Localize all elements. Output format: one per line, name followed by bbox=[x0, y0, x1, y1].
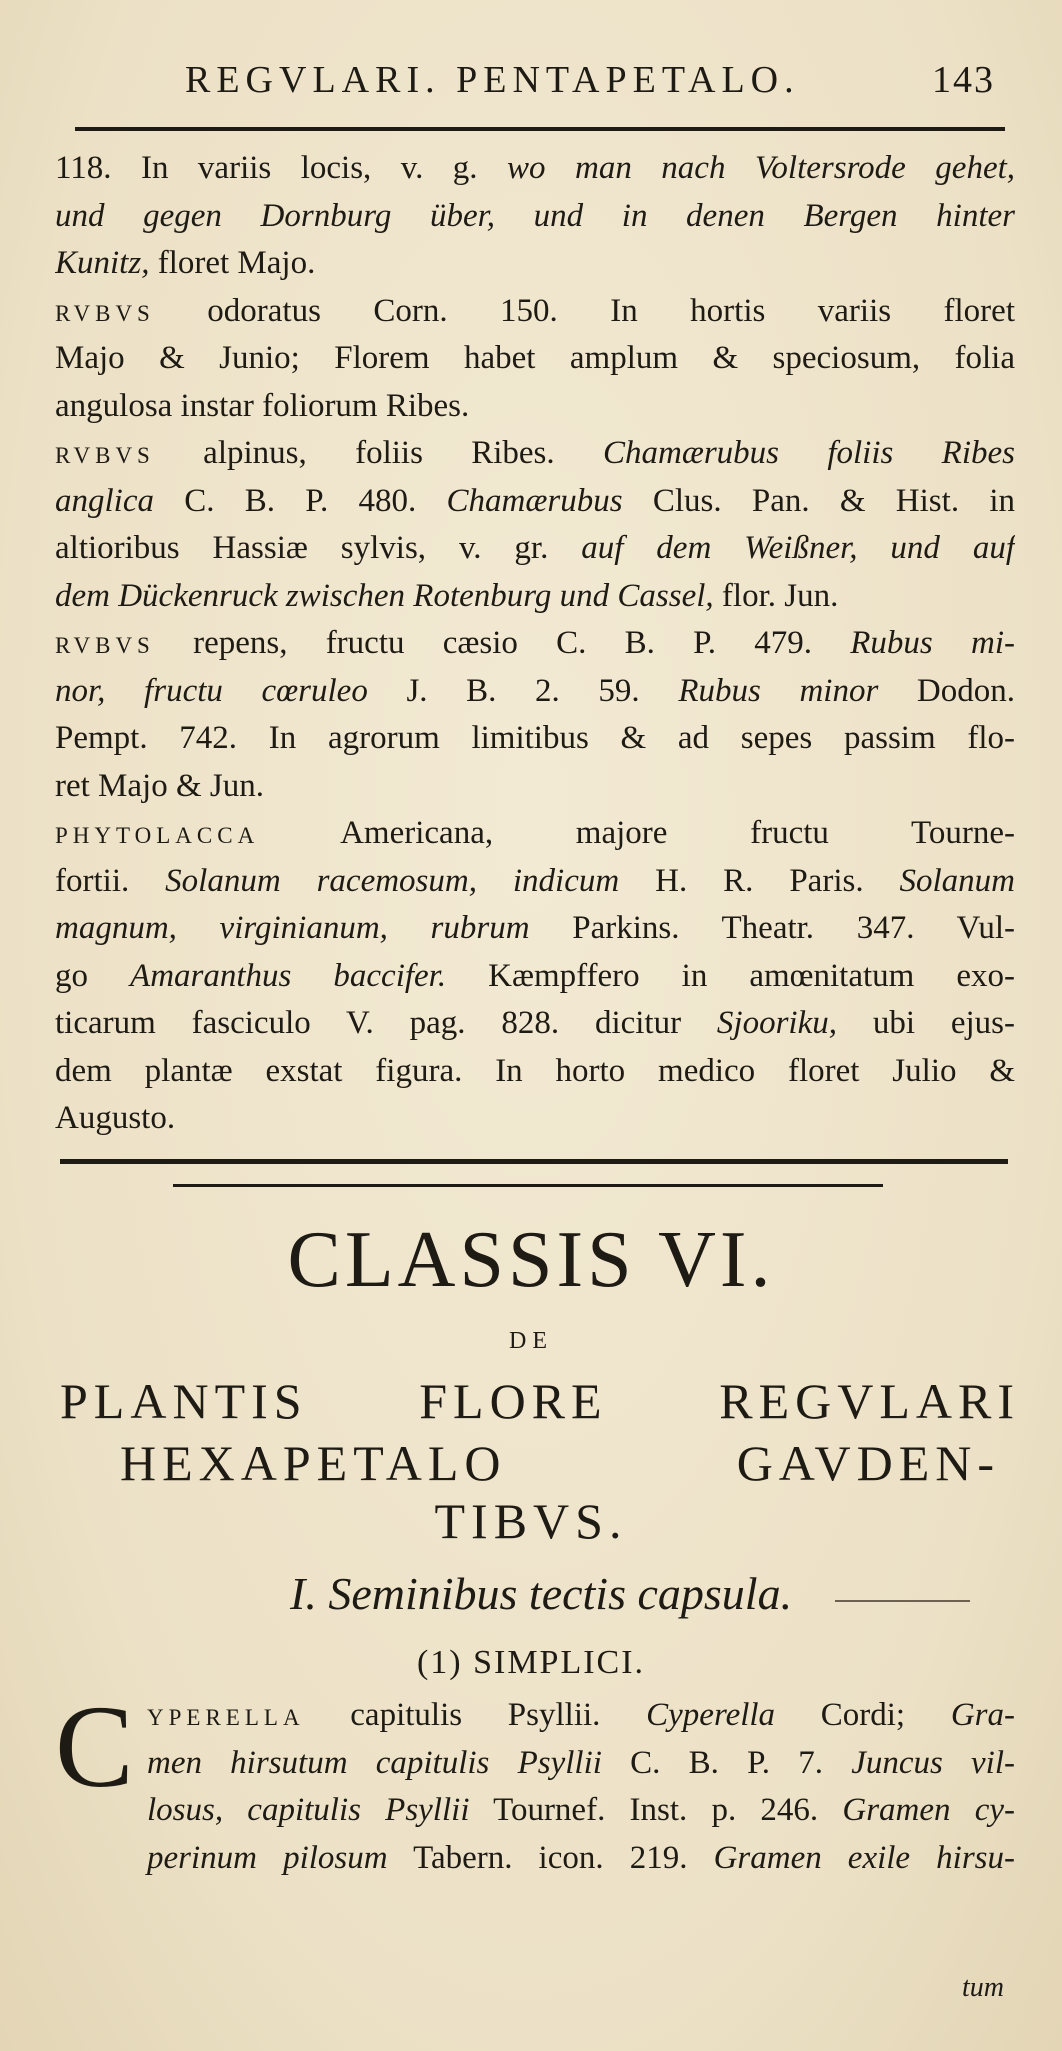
italic-segment: auf dem Weißner, und auf bbox=[581, 530, 1015, 566]
italic-segment: Sjooriku, bbox=[716, 1005, 837, 1041]
text-segment: Augusto. bbox=[55, 1100, 176, 1136]
italic-segment: nor, fructu cœruleo bbox=[55, 672, 368, 709]
class-heading-line-1: PLANTIS FLORE REGVLARI bbox=[60, 1373, 1020, 1429]
text-line bbox=[55, 1740, 1015, 1788]
text-segment: Pempt. 742. In agrorum limitibus & ad sepes passim flo- bbox=[55, 720, 1015, 756]
italic-segment: Chamærubus foliis Ribes bbox=[602, 435, 1015, 471]
class-heading-line-2: HEXAPETALO GAVDEN- bbox=[120, 1435, 1000, 1491]
running-title: REGVLARI. PENTAPETALO. bbox=[185, 59, 800, 101]
italic-segment: men hirsutum capitulis Psyllii bbox=[147, 1744, 602, 1781]
italic-segment: anglica bbox=[55, 482, 154, 519]
section-subtitle: (1) SIMPLICI. bbox=[416, 1644, 646, 1681]
text-segment: ticarum fasciculo V. pag. 828. dicitur bbox=[55, 1005, 717, 1041]
text-line bbox=[55, 763, 1015, 811]
text-line bbox=[55, 335, 1015, 383]
italic-segment: Solanum racemosum, indicum bbox=[165, 862, 620, 899]
italic-segment: Gra- bbox=[950, 1697, 1015, 1733]
text-segment: J. B. 2. 59. bbox=[367, 672, 679, 709]
text-segment: repens, fructu cæsio C. B. P. 479. bbox=[154, 625, 851, 661]
italic-segment: Amaranthus baccifer. bbox=[130, 957, 447, 994]
class-title: CLASSIS VI. bbox=[287, 1216, 775, 1304]
text-line bbox=[55, 288, 1015, 336]
italic-segment: Gramen cy- bbox=[842, 1792, 1015, 1828]
text-line bbox=[55, 620, 1015, 668]
italic-segment: Chamærubus bbox=[446, 482, 623, 519]
section-rule-thin bbox=[173, 1184, 883, 1187]
italic-segment: und gegen Dornburg über, und in denen Bergen hinter bbox=[55, 197, 1015, 234]
text-line bbox=[55, 953, 1015, 1001]
text-line bbox=[55, 1692, 1015, 1740]
text-line bbox=[55, 1000, 1015, 1048]
text-segment: capitulis Psyllii. bbox=[304, 1697, 647, 1733]
text-segment: fortii. bbox=[55, 862, 166, 899]
italic-segment: perinum pilosum bbox=[147, 1839, 388, 1876]
text-segment: Dodon. bbox=[878, 672, 1015, 709]
text-segment: alpinus, foliis Ribes. bbox=[154, 435, 603, 471]
text-segment: altioribus Hassiæ sylvis, v. gr. bbox=[55, 530, 582, 566]
italic-segment: dem Dückenruck zwischen Rotenburg und Cassel, bbox=[55, 577, 714, 614]
italic-segment: magnum, virginianum, rubrum bbox=[55, 910, 530, 946]
text-line bbox=[55, 145, 1015, 193]
text-segment: Cordi; bbox=[775, 1697, 951, 1733]
text-segment: Kæmpffero in amœnitatum exo- bbox=[446, 957, 1015, 994]
header-rule bbox=[75, 127, 1005, 131]
cyperella-entry bbox=[55, 1681, 1015, 1882]
italic-segment: Gramen exile hirsu- bbox=[713, 1839, 1015, 1876]
section-rule-thick bbox=[60, 1159, 1008, 1164]
text-segment: Tournef. Inst. p. 246. bbox=[469, 1792, 843, 1828]
text-line bbox=[55, 1835, 1015, 1883]
text-segment: floret Majo. bbox=[149, 245, 316, 281]
small-caps-term: RVBVS bbox=[55, 443, 155, 468]
text-line bbox=[55, 383, 1015, 431]
text-segment: Majo & Junio; Florem habet amplum & speciosum, folia bbox=[55, 340, 1015, 376]
text-line bbox=[55, 905, 1015, 953]
text-segment: ret Majo & Jun. bbox=[55, 767, 264, 804]
text-line bbox=[55, 193, 1015, 241]
text-line bbox=[55, 240, 1015, 288]
page-number: 143 bbox=[932, 59, 995, 101]
text-line bbox=[55, 573, 1015, 621]
italic-segment: wo man nach Voltersrode gehet, bbox=[507, 150, 1015, 186]
section-title-rule bbox=[835, 1600, 970, 1602]
italic-segment: Rubus minor bbox=[678, 672, 879, 709]
text-segment: dem plantæ exstat figura. In horto medico floret Julio & bbox=[55, 1052, 1015, 1089]
text-line bbox=[55, 478, 1015, 526]
small-caps-term: YPERELLA bbox=[147, 1705, 305, 1730]
text-line bbox=[55, 1787, 1015, 1835]
text-segment: angulosa instar foliorum Ribes. bbox=[55, 387, 470, 424]
main-text-block bbox=[55, 145, 1015, 1143]
drop-cap: C bbox=[55, 1681, 134, 1812]
text-segment: C. B. P. 480. bbox=[153, 482, 447, 519]
text-segment: ubi ejus- bbox=[837, 1005, 1015, 1041]
class-de: DE bbox=[509, 1328, 553, 1354]
italic-segment: losus, capitulis Psyllii bbox=[147, 1792, 470, 1828]
text-line bbox=[55, 858, 1015, 906]
text-segment: Clus. Pan. & Hist. in bbox=[622, 482, 1015, 519]
italic-segment: Kunitz, bbox=[55, 245, 150, 281]
italic-segment: Solanum bbox=[899, 862, 1015, 899]
italic-segment: Cyperella bbox=[646, 1697, 776, 1733]
small-caps-term: RVBVS bbox=[55, 633, 155, 658]
catchword: tum bbox=[962, 1972, 1004, 2003]
text-line bbox=[55, 430, 1015, 478]
section-title: I. Seminibus tectis capsula. bbox=[290, 1568, 793, 1619]
text-segment: C. B. P. 7. bbox=[601, 1744, 852, 1781]
text-segment: H. R. Paris. bbox=[619, 862, 900, 899]
text-line bbox=[55, 1095, 1015, 1143]
text-segment: go bbox=[55, 957, 131, 994]
text-segment: Parkins. Theatr. 347. Vul- bbox=[529, 910, 1015, 946]
text-segment: 118. In variis locis, v. g. bbox=[55, 150, 508, 186]
text-segment: flor. Jun. bbox=[713, 577, 839, 614]
italic-segment: Juncus vil- bbox=[851, 1744, 1015, 1781]
text-line bbox=[55, 810, 1015, 858]
class-heading-line-3: TIBVS. bbox=[434, 1493, 628, 1549]
text-segment: odoratus Corn. 150. In hortis variis floret bbox=[154, 292, 1015, 329]
text-line bbox=[55, 525, 1015, 573]
text-segment: Tabern. icon. 219. bbox=[387, 1839, 714, 1876]
small-caps-term: PHYTOLACCA bbox=[55, 823, 260, 848]
text-line bbox=[55, 715, 1015, 763]
text-line bbox=[55, 668, 1015, 716]
text-line bbox=[55, 1048, 1015, 1096]
italic-segment: Rubus mi- bbox=[850, 625, 1015, 661]
small-caps-term: RVBVS bbox=[55, 300, 155, 326]
text-segment: Americana, majore fructu Tourne- bbox=[259, 815, 1015, 851]
